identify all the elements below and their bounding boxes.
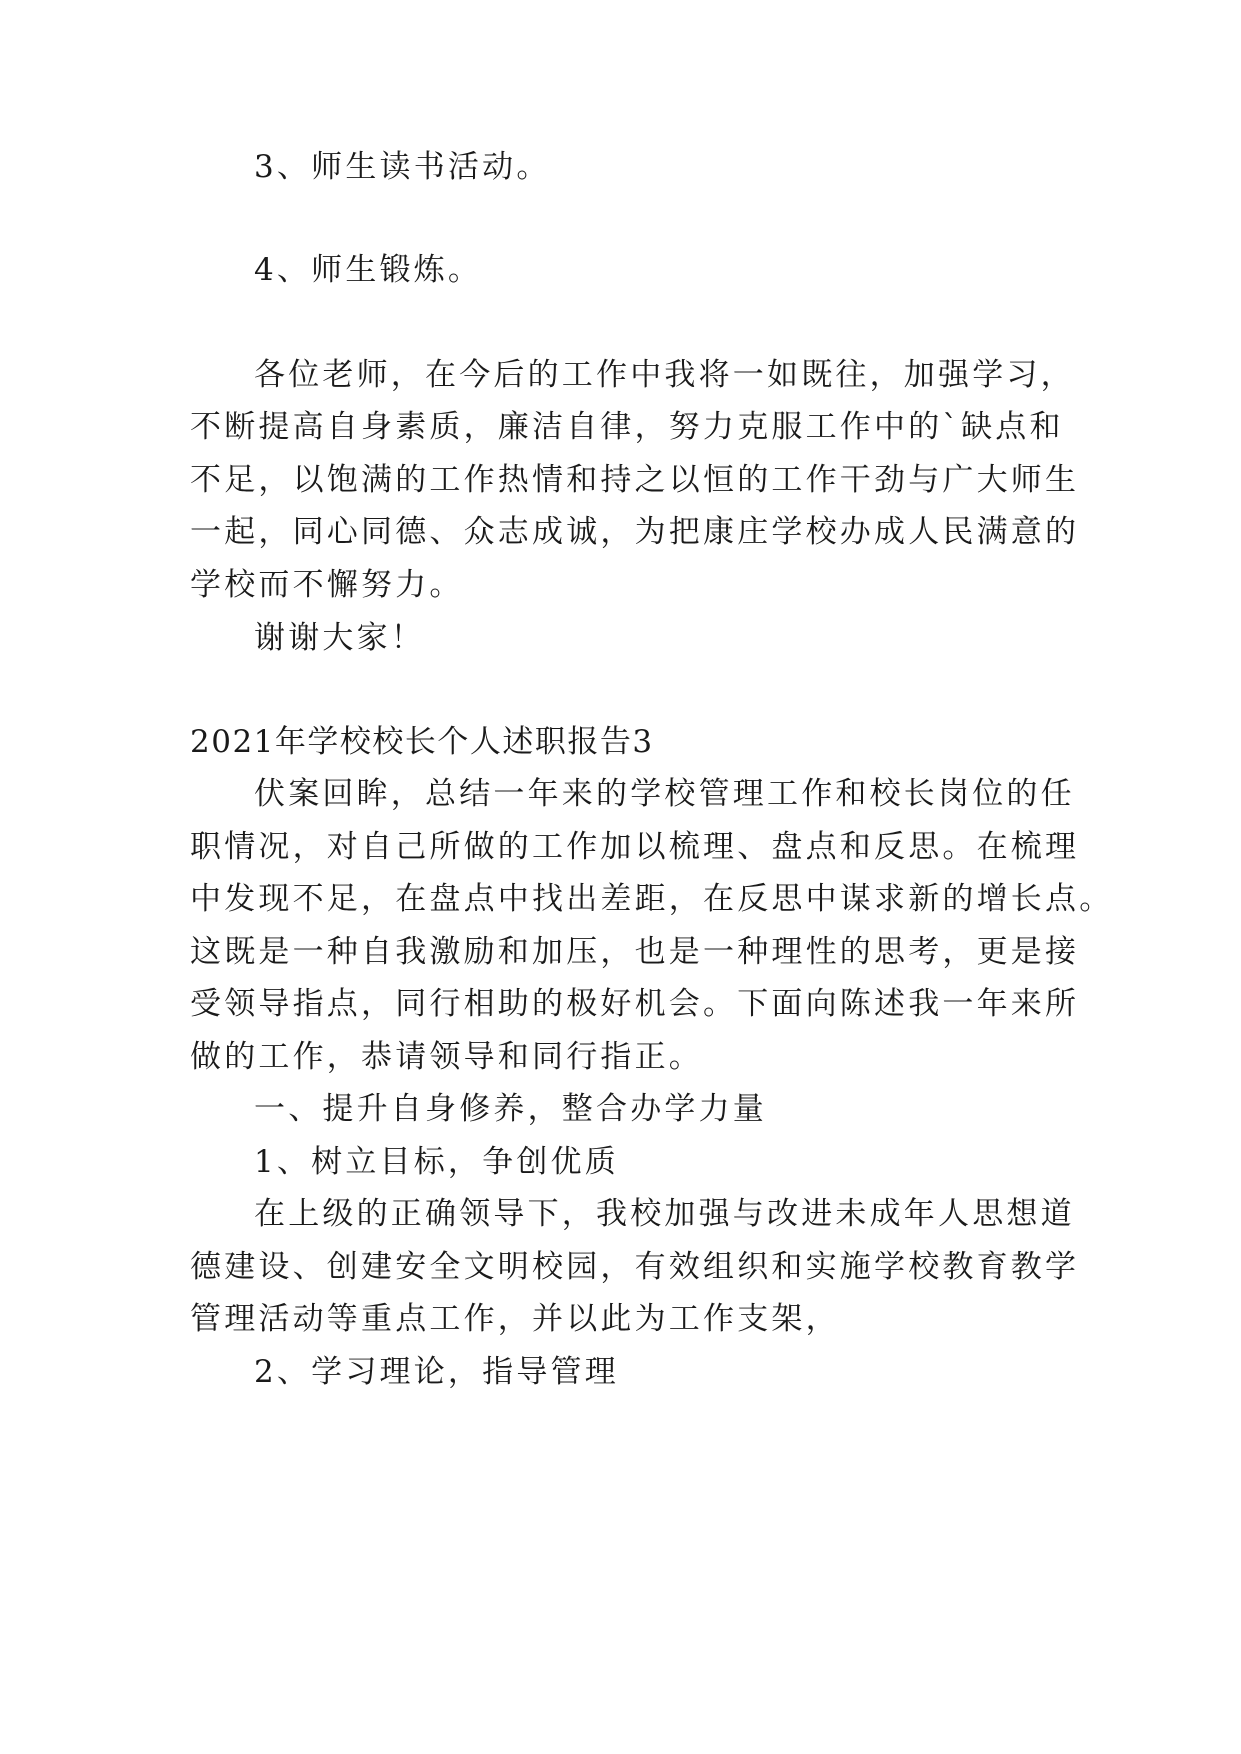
paragraph-line: 不足，以饱满的工作热情和持之以恒的工作干劲与广大师生	[190, 462, 1080, 498]
paragraph-line: 学校而不懈努力。	[190, 567, 464, 603]
section-title: 2021年学校校长个人述职报告3	[190, 724, 654, 760]
paragraph-line: 各位老师，在今后的工作中我将一如既往，加强学习，	[254, 357, 1075, 393]
paragraph-line: 做的工作，恭请领导和同行指正。	[190, 1039, 703, 1075]
paragraph-line: 伏案回眸，总结一年来的学校管理工作和校长岗位的任	[254, 776, 1075, 812]
paragraph-line: 职情况，对自己所做的工作加以梳理、盘点和反思。在梳理	[190, 829, 1080, 865]
subheading: 1、树立目标，争创优质	[254, 1144, 619, 1180]
paragraph-line: 一起，同心同德、众志成诚，为把康庄学校办成人民满意的	[190, 514, 1080, 550]
paragraph-line: 中发现不足，在盘点中找出差距，在反思中谋求新的增长点。	[190, 881, 1114, 917]
paragraph-line: 受领导指点，同行相助的极好机会。下面向陈述我一年来所	[190, 986, 1080, 1022]
paragraph-line: 管理活动等重点工作，并以此为工作支架，	[190, 1301, 840, 1337]
subheading: 一、提升自身修养，整合办学力量	[254, 1091, 767, 1127]
paragraph-line: 不断提高自身素质，廉洁自律，努力克服工作中的`缺点和	[190, 409, 1064, 445]
paragraph-line: 德建设、创建安全文明校园，有效组织和实施学校教育教学	[190, 1249, 1080, 1285]
paragraph-line: 这既是一种自我激励和加压，也是一种理性的思考，更是接	[190, 934, 1080, 970]
paragraph-line: 在上级的正确领导下，我校加强与改进未成年人思想道	[254, 1196, 1075, 1232]
closing-line: 谢谢大家！	[254, 620, 425, 656]
list-item-3: 3、师生读书活动。	[254, 149, 551, 185]
subheading: 2、学习理论，指导管理	[254, 1354, 619, 1390]
list-item-4: 4、师生锻炼。	[254, 252, 483, 288]
